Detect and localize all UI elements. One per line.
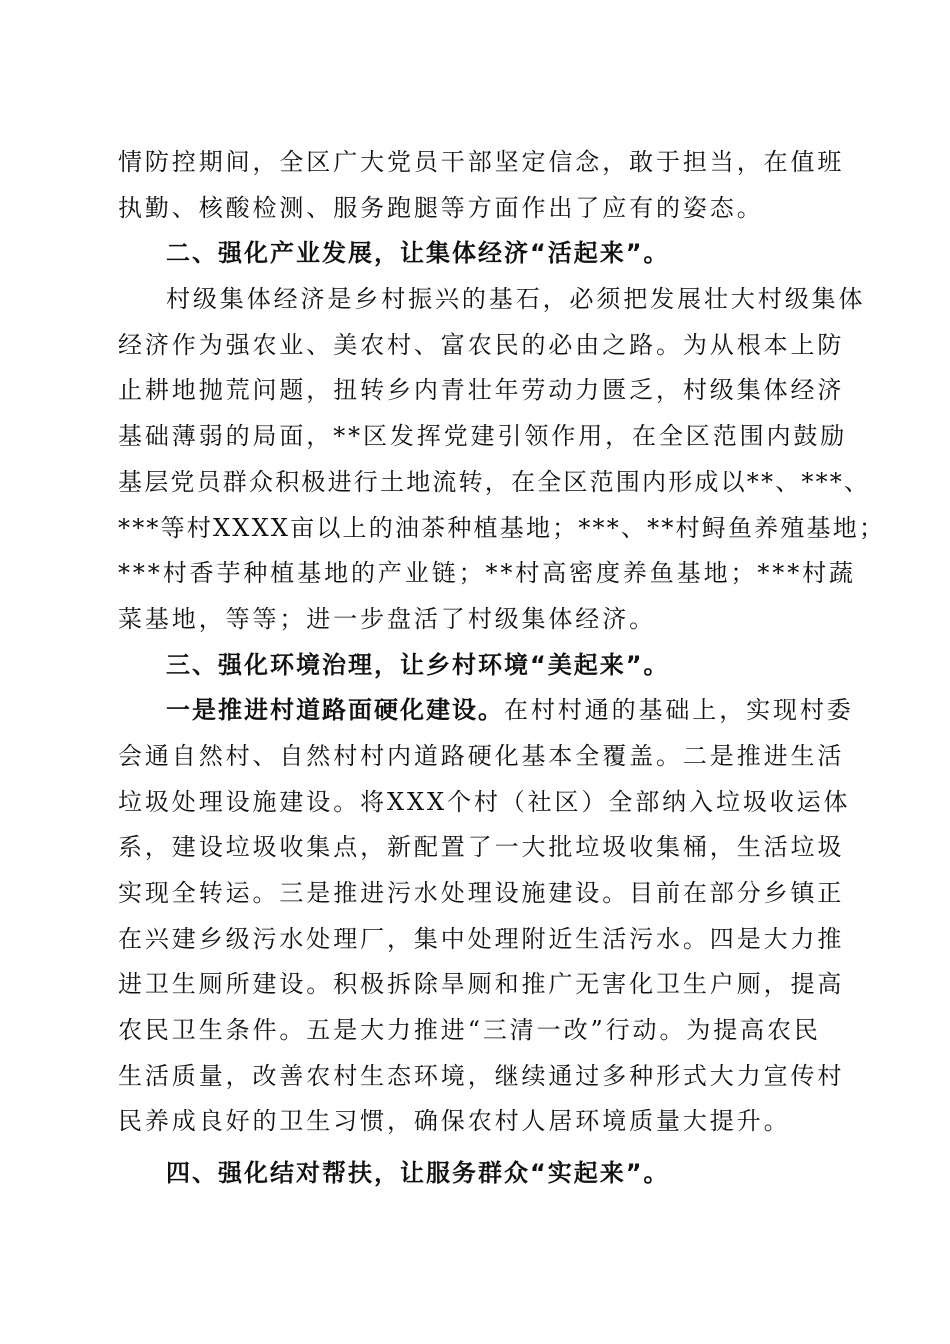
paragraph-line: 系，建设垃圾收集点，新配置了一大批垃圾收集桶，生活垃圾 [118, 833, 845, 862]
paragraph-line: 村级集体经济是乡村振兴的基石，必须把发展壮大村级集体 [166, 285, 866, 314]
paragraph-line: 农民卫生条件。五是大力推进“三清一改”行动。为提高农民 [118, 1016, 821, 1045]
paragraph-line: 实现全转运。三是推进污水处理设施建设。目前在部分乡镇正 [118, 879, 845, 907]
paragraph-line: 在兴建乡级污水处理厂，集中处理附近生活污水。四是大力推 [118, 924, 845, 953]
document-page [118, 140, 886, 1197]
paragraph-line: 民养成良好的卫生习惯，确保农村人居环境质量大提升。 [118, 1107, 791, 1136]
paragraph-line: 基层党员群众积极进行土地流转，在全区范围内形成以**、***、 [118, 467, 871, 496]
paragraph-line: 基础薄弱的局面，**区发挥党建引领作用，在全区范围内鼓励 [118, 422, 848, 451]
paragraph-line: ***等村XXXX亩以上的油茶种植基地；***、**村鲟鱼养殖基地； [118, 513, 886, 542]
paragraph-line: 进卫生厕所建设。积极拆除旱厕和推广无害化卫生户厕，提高 [118, 970, 845, 999]
section-heading-3: 三、强化环境治理，让乡村环境“美起来”。 [166, 650, 670, 679]
section-heading-4: 四、强化结对帮扶，让服务群众“实起来”。 [166, 1159, 670, 1188]
paragraph-line [118, 688, 854, 734]
paragraph-line: 菜基地，等等；进一步盘活了村级集体经济。 [118, 604, 656, 633]
paragraph-line: 会通自然村、自然村村内道路硬化基本全覆盖。二是推进生活 [118, 741, 845, 770]
paragraph-line: 经济作为强农业、美农村、富农民的必由之路。为从根本上防 [118, 330, 845, 359]
paragraph-line: ***村香芋种植基地的产业链；**村高密度养鱼基地；***村蔬 [118, 559, 856, 588]
paragraph-line-rest: 在村村通的基础上，实现村委 [504, 696, 854, 725]
paragraph-line: 垃圾处理设施建设。将XXX个村（社区）全部纳入垃圾收运体 [118, 787, 851, 816]
paragraph-line: 执勤、核酸检测、服务跑腿等方面作出了应有的姿态。 [118, 193, 764, 222]
paragraph-line: 止耕地抛荒问题，扭转乡内青壮年劳动力匮乏，村级集体经济 [118, 376, 845, 405]
section-heading-2: 二、强化产业发展，让集体经济“活起来”。 [166, 239, 670, 268]
paragraph-lead: 一是推进村道路面硬化建设。 [166, 696, 504, 725]
paragraph-line: 生活质量，改善农村生态环境，继续通过多种形式大力宣传村 [118, 1061, 845, 1090]
paragraph-line: 情防控期间，全区广大党员干部坚定信念，敢于担当，在值班 [118, 148, 845, 176]
